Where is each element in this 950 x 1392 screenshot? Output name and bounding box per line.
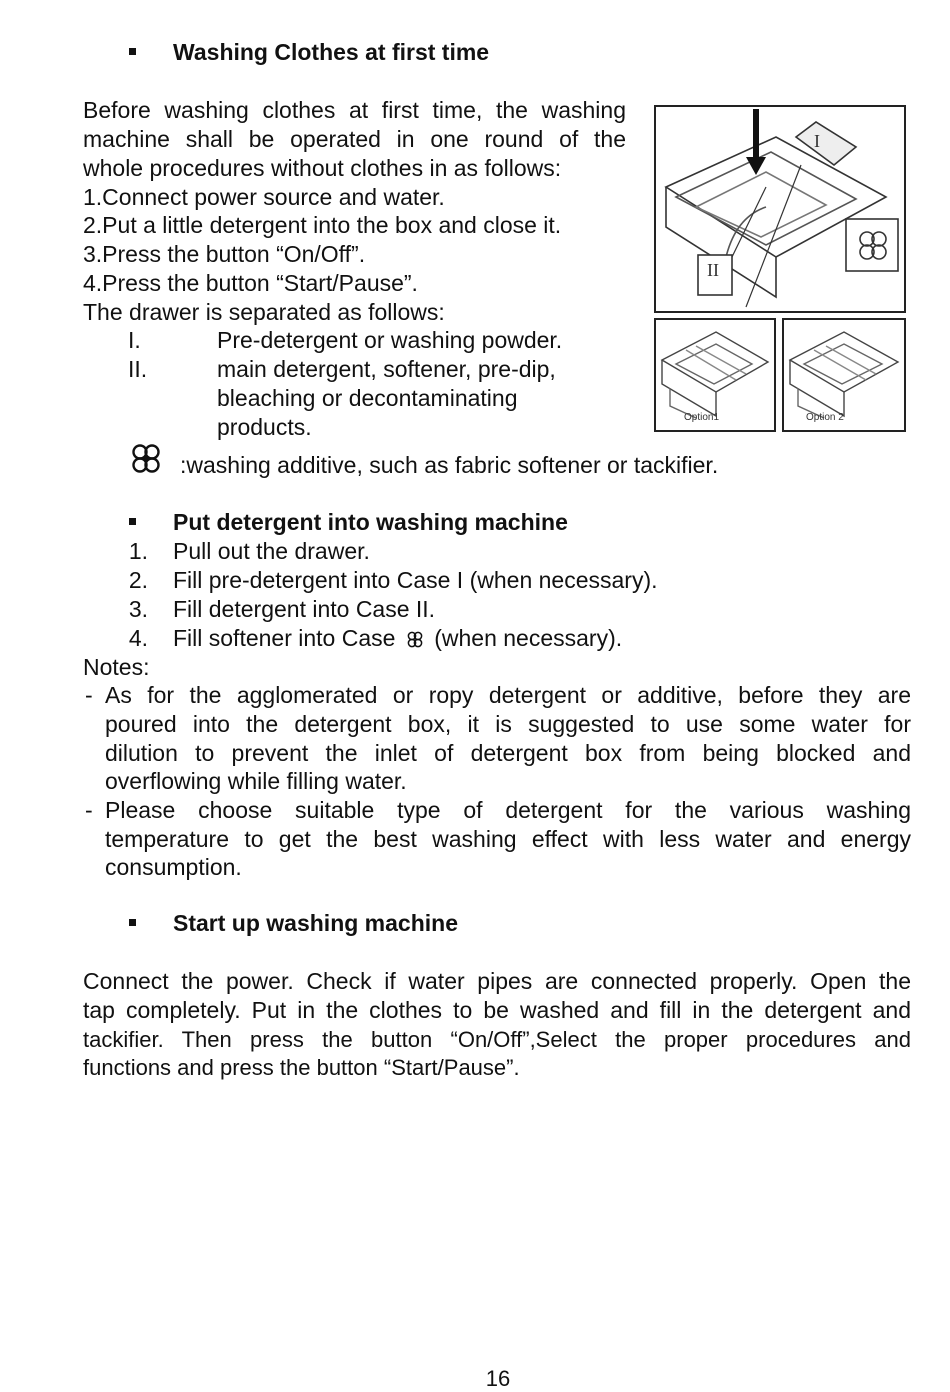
drawer-figure-option1 [654, 318, 776, 432]
body-line: Connect the power. Check if water pipes are connected properly. Open the [83, 968, 911, 994]
drawer-item-marker: I. [128, 327, 141, 353]
notes-label: Notes: [83, 654, 150, 680]
drawer-item-text: Pre-detergent or washing powder. [217, 327, 563, 353]
intro-line: machine shall be operated in one round of the [83, 126, 626, 152]
page-number: 16 [485, 1366, 511, 1391]
drawer-item-marker: II. [128, 356, 148, 382]
note-line: dilution to prevent the inlet of detergent box from being blocked and [105, 740, 911, 766]
list-item: Fill pre-detergent into Case I (when necessary). [173, 567, 658, 593]
list-number: 4. [128, 625, 148, 651]
detergent-drawer-illustration [656, 107, 904, 311]
softener-flower-icon [406, 631, 424, 649]
section-heading-put-detergent: Put detergent into washing machine [173, 509, 568, 535]
list-number: 3. [128, 596, 148, 622]
option2-label: Option 2 [806, 412, 844, 423]
body-line: functions and press the button “Start/Pause”. [83, 1055, 520, 1080]
intro-line: whole procedures without clothes in as follows: [83, 155, 562, 181]
list-item-text-after: (when necessary). [434, 625, 623, 651]
note-line: overflowing while filling water. [105, 768, 407, 794]
figure-label-ii: II [707, 260, 719, 280]
option1-label: Option1 [684, 412, 720, 423]
figure-label-i: I [814, 131, 820, 151]
drawer-item-text: bleaching or decontaminating [217, 385, 518, 411]
additive-note: :washing additive, such as fabric softener or tackifier. [180, 452, 719, 478]
step-line: 2.Put a little detergent into the box and close it. [83, 212, 562, 238]
note-line: Please choose suitable type of detergent for the various washing [105, 797, 911, 823]
note-line: As for the agglomerated or ropy detergent or additive, before they are [105, 682, 911, 708]
step-line: 3.Press the button “On/Off”. [83, 241, 366, 267]
step-line: 1.Connect power source and water. [83, 184, 445, 210]
section-heading-start-up: Start up washing machine [173, 910, 458, 936]
drawer-figure-option2 [782, 318, 906, 432]
note-line: poured into the detergent box, it is suggested to use some water for [105, 711, 911, 737]
drawer-figure-main [654, 105, 906, 313]
drawer-item-text: main detergent, softener, pre-dip, [217, 356, 556, 382]
step-line: 4.Press the button “Start/Pause”. [83, 270, 418, 296]
body-line: tackifier. Then press the button “On/Off”,Select the proper procedures and [83, 1027, 911, 1052]
list-number: 2. [128, 567, 148, 593]
list-number: 1. [128, 538, 148, 564]
intro-line: Before washing clothes at first time, the washing [83, 97, 626, 123]
drawer-item-text: products. [217, 414, 312, 440]
list-item: Pull out the drawer. [173, 538, 370, 564]
drawer-intro: The drawer is separated as follows: [83, 299, 445, 325]
note-line: consumption. [105, 854, 242, 880]
section-heading-first-wash: Washing Clothes at first time [173, 39, 490, 65]
note-dash: - [85, 797, 93, 823]
body-line: tap completely. Put in the clothes to be washed and fill in the detergent and [83, 997, 911, 1023]
list-item-text-before: Fill softener into Case [173, 625, 396, 651]
bullet-marker [129, 518, 136, 525]
note-dash: - [85, 682, 93, 708]
softener-flower-icon [129, 444, 163, 474]
bullet-marker [129, 48, 136, 55]
bullet-marker [129, 919, 136, 926]
list-item [173, 624, 622, 653]
list-item: Fill detergent into Case II. [173, 596, 436, 622]
note-line: temperature to get the best washing effect with less water and energy [105, 826, 911, 852]
drawer-option2-illustration [784, 320, 904, 430]
